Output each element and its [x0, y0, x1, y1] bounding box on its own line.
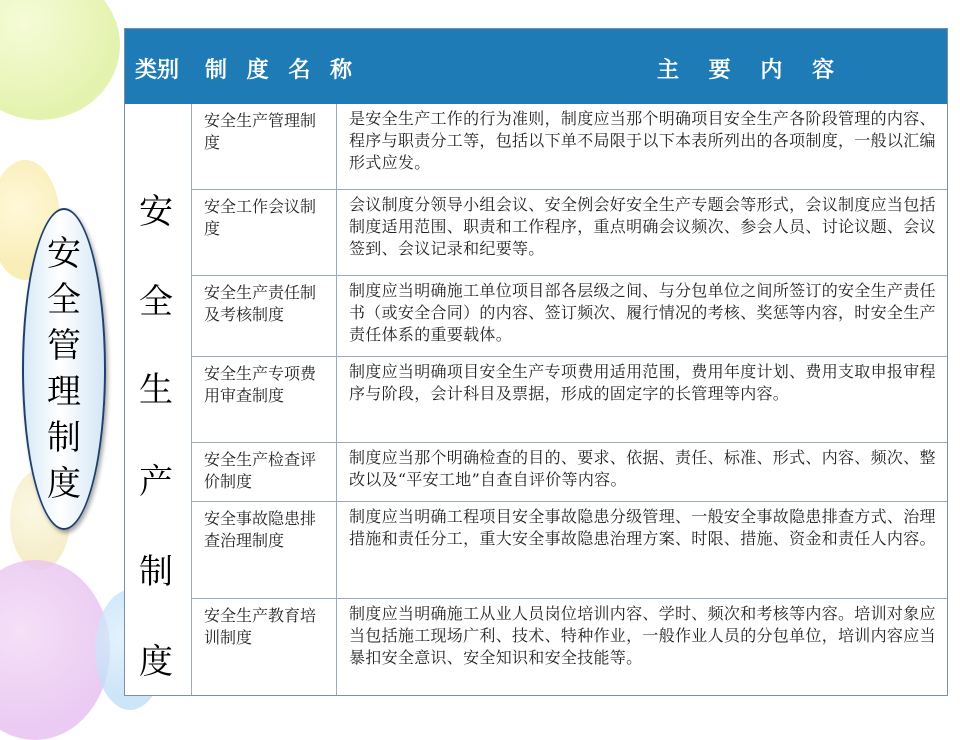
table-row: [192, 502, 947, 599]
header-name: 制 度 名 称: [205, 58, 358, 83]
category-char: 全: [139, 282, 173, 322]
system-table: [124, 28, 948, 696]
category-char: 制: [139, 552, 173, 592]
system-name: 安全生产责任制及考核制度: [192, 276, 337, 356]
table-row: [192, 104, 947, 190]
table-header: [125, 29, 947, 104]
table-row: [192, 443, 947, 502]
system-name: 安全工作会议制度: [192, 190, 337, 275]
header-content: 主 要 内 容: [657, 58, 834, 83]
table-row: [192, 190, 947, 276]
category-cell: [125, 104, 192, 695]
system-content: 制度应当那个明确检查的目的、要求、依据、责任、标准、形式、内容、频次、整改以及“平安工地”自查自评价等内容。: [349, 448, 936, 489]
decorative-balloon: [0, 560, 110, 740]
table-row: [192, 276, 947, 357]
system-content: 制度应当明确施工从业人员岗位培训内容、学时、频次和考核等内容。培训对象应当包括施工现场广利、技术、特种作业，一般作业人员的分包单位，培训内容应当暴扣安全意识、安全知识和安全技能等。: [349, 604, 936, 667]
side-title-char: 安: [47, 234, 81, 274]
decorative-balloon: [0, 0, 120, 120]
category-char: 度: [139, 642, 173, 682]
category-char: 安: [139, 192, 173, 232]
side-title-char: 制: [47, 418, 81, 458]
system-name: 安全生产教育培训制度: [192, 599, 337, 695]
system-content: 会议制度分领导小组会议、安全例会好安全生产专题会等形式，会议制度应当包括制度适用范围、职责和工作程序，重点明确会议频次、参会人员、讨论议题、会议签到、会议记录和纪要等。: [349, 195, 936, 258]
side-title-char: 全: [47, 280, 81, 320]
header-category: 类别: [135, 58, 180, 83]
system-content: 制度应当明确施工单位项目部各层级之间、与分包单位之间所签订的安全生产责任书（或安全合同）的内容、签订频次、履行情况的考核、奖惩等内容，时安全生产责任体系的重要载体。: [349, 281, 936, 344]
category-char: 生: [139, 370, 173, 410]
side-title-ellipse: [22, 208, 106, 530]
system-content: 制度应当明确工程项目安全事故隐患分级管理、一般安全事故隐患排查方式、治理措施和责任分工，重大安全事故隐患治理方案、时限、措施、资金和责任人内容。: [349, 507, 936, 548]
system-name: 安全生产专项费用审查制度: [192, 357, 337, 442]
system-name: 安全生产管理制度: [192, 104, 337, 189]
system-name: 安全生产检查评价制度: [192, 443, 337, 501]
side-title-char: 管: [47, 326, 81, 366]
table-row: [192, 357, 947, 443]
side-title-char: 理: [47, 372, 81, 412]
table-row: [192, 599, 947, 695]
system-content: 制度应当明确项目安全生产专项费用适用范围，费用年度计划、费用支取申报审程序与阶段，会计科目及票据，形成的固定字的长管理等内容。: [349, 362, 936, 403]
system-content: 是安全生产工作的行为准则，制度应当那个明确项目安全生产各阶段管理的内容、程序与职责分工等，包括以下单不局限于以下本表所列出的各项制度，一般以汇编形式应发。: [349, 109, 936, 172]
side-title-char: 度: [47, 464, 81, 504]
system-name: 安全事故隐患排查治理制度: [192, 502, 337, 598]
category-char: 产: [139, 462, 173, 502]
